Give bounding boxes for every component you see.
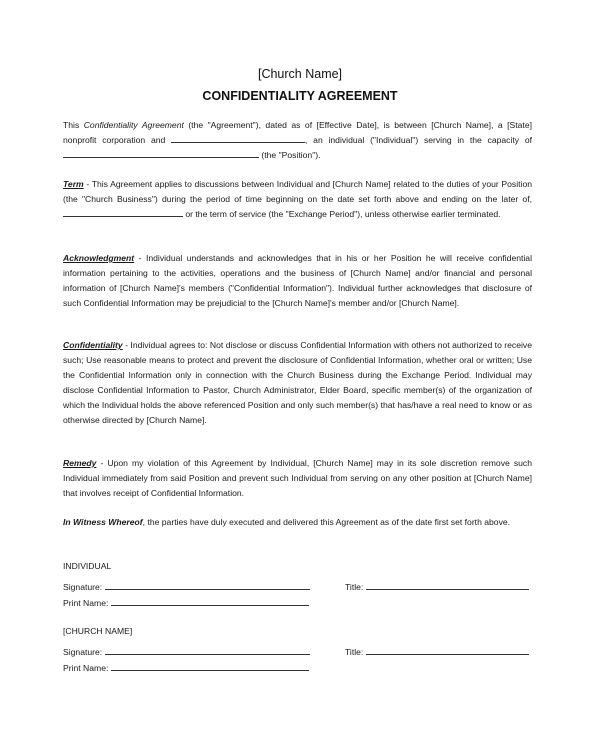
church-signature-row [63,645,310,658]
witness-paragraph [63,515,532,530]
title-label: Title: [345,647,364,657]
church-print-name-row [63,661,309,673]
term-paragraph [63,177,532,222]
church-name-heading: [Church Name] [257,67,343,81]
individual-title-field[interactable] [366,580,529,590]
document-title: CONFIDENTIALITY AGREEMENT [202,89,398,103]
signature-label: Signature: [63,647,103,657]
print-name-label: Print Name: [63,598,109,608]
intro-paragraph [63,118,532,163]
acknowledgment-heading: Acknowledgment [63,253,135,263]
church-print-name-field[interactable] [111,661,309,671]
church-title-row [345,645,529,658]
church-signature-field[interactable] [105,645,310,655]
signature-label: Signature: [63,582,103,592]
term-text-1: - This Agreement applies to discussions between Individual and [Church Name] related to the duties of your Position (the "Church Business") during the period of time beginning on the date set forth above and ending on the later of, [63,179,532,204]
individual-print-name-field[interactable] [111,596,309,606]
witness-text: , the parties have duly executed and delivered this Agreement as of the date first set forth above. [142,517,511,527]
confidentiality-heading: Confidentiality [63,340,123,350]
print-name-label: Print Name: [63,663,109,673]
agreement-name: Confidentiality Agreement [83,120,184,130]
intro-text-1: This [63,120,84,130]
witness-lead: In Witness Whereof [63,517,143,527]
individual-name-blank[interactable] [171,133,305,143]
individual-title-row [345,580,529,593]
individual-signature-field[interactable] [105,580,310,590]
remedy-text: - Upon my violation of this Agreement by Individual, [Church Name] may in its sole discretion remove such Individual immediately from said Position and prevent such Individual from serving on any other position at [Church Name] that involves receipt of Confidential Information. [63,458,532,498]
church-title-field[interactable] [366,645,529,655]
term-heading: Term [63,179,84,189]
remedy-paragraph [63,456,532,501]
title-label: Title: [345,582,364,592]
confidentiality-text: - Individual agrees to: Not disclose or discuss Confidential Information with others not authorized to receive such; Use reasonable means to protect and prevent the disclosure of Confidential Information, whether oral or written; Use the Confidential Information only in connection with the Church Business during the Exchange Period. Individual may disclose Confidential Information to Pastor, Church Administrator, Elder Board, specific member(s) of the organization of which the Individual holds the above referenced Position and only such member(s) that has/have a real need to know or as otherwise directed by [Church Name]. [63,340,532,425]
confidentiality-paragraph [63,338,532,428]
intro-text-2: (the "Agreement"), dated as of [Effective Date], is between [Church Name], a [State] nonprofit corporation and [63,120,532,145]
term-end-date-blank[interactable] [63,207,183,217]
term-text-2: or the term of service (the "Exchange Period"), unless otherwise earlier terminated. [183,209,501,219]
acknowledgment-paragraph [63,251,532,311]
remedy-heading: Remedy [63,458,97,468]
individual-label: INDIVIDUAL [63,561,112,571]
individual-signature-row [63,580,310,593]
individual-print-name-row [63,596,309,609]
acknowledgment-text: - Individual understands and acknowledges that in his or her Position he will receive confidential information pertaining to the activities, operations and the business of [Church Name] and/or financial and personal information of [Church Name]'s members ("Confidential Information"). Individual further acknowledges that disclosure of such Confidential Information may be prejudicial to the [Church Name]'s member and/or [Church Name]. [63,253,532,308]
intro-text-4: (the "Position"). [259,150,321,160]
church-label: [CHURCH NAME] [63,626,133,636]
intro-text-3: , an individual ("Individual") serving in the capacity of [305,135,532,145]
position-blank[interactable] [63,148,259,158]
